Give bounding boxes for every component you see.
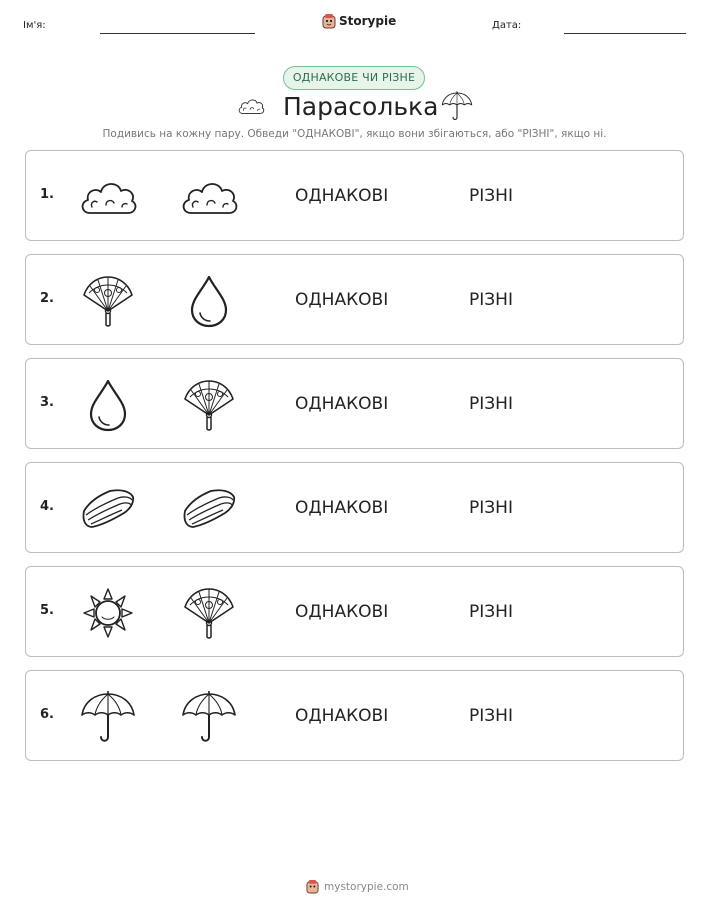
sun-icon bbox=[78, 585, 138, 641]
option-same[interactable]: ОДНАКОВІ bbox=[295, 290, 389, 310]
brand-logo bbox=[322, 13, 396, 29]
footer bbox=[306, 879, 409, 894]
name-label: Ім'я: bbox=[23, 20, 46, 31]
worksheet-title: Парасолька bbox=[283, 92, 439, 121]
raindrop-icon bbox=[78, 377, 138, 433]
storypie-mascot-icon bbox=[322, 13, 336, 29]
question-row-3 bbox=[25, 358, 684, 449]
folded-towel-icon bbox=[78, 481, 138, 537]
question-row-6 bbox=[25, 670, 684, 761]
title-cloud-icon bbox=[234, 93, 268, 119]
instructions: Подивись на кожну пару. Обведи "ОДНАКОВІ", якщо вони збігаються, або "РІЗНІ", якщо ні. bbox=[102, 128, 607, 140]
umbrella-icon bbox=[78, 689, 138, 745]
question-number: 3. bbox=[40, 395, 54, 410]
option-same[interactable]: ОДНАКОВІ bbox=[295, 602, 389, 622]
date-input-line[interactable] bbox=[564, 33, 686, 34]
cloud-icon bbox=[179, 169, 239, 225]
hand-fan-icon bbox=[179, 377, 239, 433]
option-different[interactable]: РІЗНІ bbox=[469, 498, 513, 518]
question-number: 1. bbox=[40, 187, 54, 202]
option-same[interactable]: ОДНАКОВІ bbox=[295, 498, 389, 518]
option-different[interactable]: РІЗНІ bbox=[469, 706, 513, 726]
question-number: 2. bbox=[40, 291, 54, 306]
folded-towel-icon bbox=[179, 481, 239, 537]
option-same[interactable]: ОДНАКОВІ bbox=[295, 394, 389, 414]
option-different[interactable]: РІЗНІ bbox=[469, 394, 513, 414]
option-different[interactable]: РІЗНІ bbox=[469, 602, 513, 622]
question-row-1 bbox=[25, 150, 684, 241]
question-number: 4. bbox=[40, 499, 54, 514]
option-same[interactable]: ОДНАКОВІ bbox=[295, 186, 389, 206]
hand-fan-icon bbox=[78, 273, 138, 329]
question-number: 6. bbox=[40, 707, 54, 722]
name-input-line[interactable] bbox=[100, 33, 255, 34]
option-different[interactable]: РІЗНІ bbox=[469, 290, 513, 310]
option-different[interactable]: РІЗНІ bbox=[469, 186, 513, 206]
umbrella-icon bbox=[179, 689, 239, 745]
question-row-2 bbox=[25, 254, 684, 345]
question-number: 5. bbox=[40, 603, 54, 618]
date-label: Дата: bbox=[492, 20, 522, 31]
hand-fan-icon bbox=[179, 585, 239, 641]
storypie-mascot-icon bbox=[306, 879, 319, 894]
cloud-icon bbox=[78, 169, 138, 225]
raindrop-icon bbox=[179, 273, 239, 329]
option-same[interactable]: ОДНАКОВІ bbox=[295, 706, 389, 726]
question-row-5 bbox=[25, 566, 684, 657]
brand-name: Storypie bbox=[339, 14, 397, 28]
footer-url[interactable]: mystorypie.com bbox=[324, 880, 409, 893]
category-badge: ОДНАКОВЕ ЧИ РІЗНЕ bbox=[283, 66, 425, 90]
question-row-4 bbox=[25, 462, 684, 553]
title-umbrella-icon bbox=[440, 90, 474, 122]
